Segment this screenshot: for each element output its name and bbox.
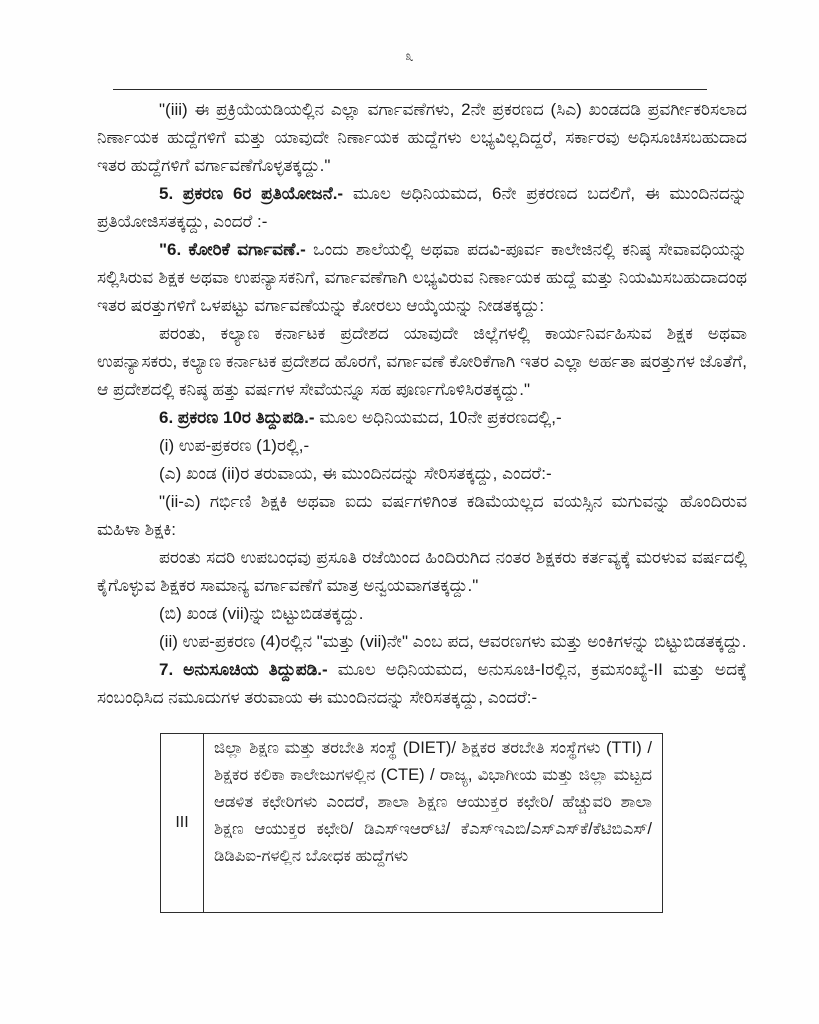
paragraph-clause-ii-a: [97, 488, 747, 544]
paragraph-text: (ii) ಉಪ-ಪ್ರಕರಣ (4)ರಲ್ಲಿನ "ಮತ್ತು (vii)ನೇ" ಎಂಬ ಪದ, ಆವರಣಗಳು ಮತ್ತು ಅಂಕಿಗಳನ್ನು ಬಿಟ್ಟುಬಿಡತಕ್ಕದ್ದು.: [159, 632, 747, 651]
paragraph-text: (ಬಿ) ಖಂಡ (vii)ನ್ನು ಬಿಟ್ಟುಬಿಡತಕ್ಕದ್ದು.: [159, 604, 364, 623]
paragraph-clause-iii: [97, 96, 747, 180]
header-rule: [113, 89, 707, 90]
table-row: [161, 734, 663, 913]
paragraph-text: "(ii-ಎ) ಗರ್ಭಿಣಿ ಶಿಕ್ಷಕಿ ಅಥವಾ ಐದು ವರ್ಷಗಳಿಗಿಂತ ಕಡಿಮೆಯಲ್ಲದ ವಯಸ್ಸಿನ ಮಗುವನ್ನು ಹೊಂದಿರುವ ಮಹಿಳಾ ಶಿಕ್ಷಕಿ:: [97, 492, 747, 539]
paragraph-proviso-kalyana-karnataka: [97, 320, 747, 404]
paragraph-item-ii: [97, 628, 747, 656]
section-6-heading: 6. ಪ್ರಕರಣ 10ರ ತಿದ್ದುಪಡಿ.-: [159, 408, 315, 427]
section-7-heading: 7. ಅನುಸೂಚಿಯ ತಿದ್ದುಪಡಿ.-: [159, 660, 328, 679]
paragraph-text: ಮೂಲ ಅಧಿನಿಯಮದ, ಅನುಸೂಚಿ-Iರಲ್ಲಿನ, ಕ್ರಮಸಂಖ್ಯೆ-II ಮತ್ತು ಅದಕ್ಕೆ ಸಂಬಂಧಿಸಿದ ನಮೂದುಗಳ ತರುವಾಯ ಈ ಮುಂದಿನದನ್ನು ಸೇರಿಸತಕ್ಕದ್ದು, ಎಂದರೆ:-: [97, 660, 747, 707]
paragraph-section-6: [97, 404, 747, 432]
paragraph-text: (i) ಉಪ-ಪ್ರಕರಣ (1)ರಲ್ಲಿ,-: [159, 436, 310, 455]
paragraph-text: ಮೂಲ ಅಧಿನಿಯಮದ, 10ನೇ ಪ್ರಕರಣದಲ್ಲಿ,-: [314, 408, 562, 427]
table-cell-description: ಜಿಲ್ಲಾ ಶಿಕ್ಷಣ ಮತ್ತು ತರಬೇತಿ ಸಂಸ್ಥೆ (DIET)/ ಶಿಕ್ಷಕರ ತರಬೇತಿ ಸಂಸ್ಥೆಗಳು (TTI) / ಶಿಕ್ಷಕರ ಕಲಿಕಾ ಕಾಲೇಜುಗಳಲ್ಲಿನ (CTE) / ರಾಜ್ಯ, ವಿಭಾಗೀಯ ಮತ್ತು ಜಿಲ್ಲಾ ಮಟ್ಟದ ಆಡಳಿತ ಕಛೇರಿಗಳು ಎಂದರೆ, ಶಾಲಾ ಶಿಕ್ಷಣ ಆಯುಕ್ತರ ಕಛೇರಿ/ ಹೆಚ್ಚುವರಿ ಶಾಲಾ ಶಿಕ್ಷಣ ಆಯುಕ್ತರ ಕಛೇರಿ/ ಡಿಎಸ್‌ಇಆರ್‌ಟಿ/ ಕೆಎಸ್‌ಇಎಬಿ/ಎಸ್‌ಎಸ್‌ಕೆ/ಕೆಟಿಬಿಎಸ್/ಡಿಡಿಪಿಐ-ಗಳಲ್ಲಿನ ಬೋಧಕ ಹುದ್ದೆಗಳು: [204, 734, 663, 913]
paragraph-item-b: [97, 600, 747, 628]
paragraph-clause-6-request-transfer: [97, 236, 747, 320]
paragraph-item-a: [97, 460, 747, 488]
paragraph-proviso-maternity: [97, 544, 747, 600]
paragraph-section-7: [97, 656, 747, 712]
section-5-heading: 5. ಪ್ರಕರಣ 6ರ ಪ್ರತಿಯೋಜನೆ.-: [159, 184, 344, 203]
paragraph-text: (ಎ) ಖಂಡ (ii)ರ ತರುವಾಯ, ಈ ಮುಂದಿನದನ್ನು ಸೇರಿಸತಕ್ಕದ್ದು, ಎಂದರೆ:-: [159, 464, 552, 483]
paragraph-text: "(iii) ಈ ಪ್ರಕ್ರಿಯೆಯಡಿಯಲ್ಲಿನ ಎಲ್ಲಾ ವರ್ಗಾವಣೆಗಳು, 2ನೇ ಪ್ರಕರಣದ (ಸಿಎ) ಖಂಡದಡಿ ಪ್ರವರ್ಗೀಕರಿಸಲಾದ ನಿರ್ಣಾಯಕ ಹುದ್ದೆಗಳಿಗೆ ಮತ್ತು ಯಾವುದೇ ನಿರ್ಣಾಯಕ ಹುದ್ದೆಗಳು ಲಭ್ಯವಿಲ್ಲದಿದ್ದರೆ, ಸರ್ಕಾರವು ಅಧಿಸೂಚಿಸಬಹುದಾದ ಇತರ ಹುದ್ದೆಗಳಿಗೆ ವರ್ಗಾವಣೆಗೊಳ್ಳತಕ್ಕದ್ದು.": [97, 100, 747, 175]
paragraph-item-i: [97, 432, 747, 460]
table-cell-serial: III: [161, 734, 204, 913]
paragraph-section-5: [97, 180, 747, 236]
document-content: [97, 96, 747, 913]
paragraph-text: ಮೂಲ ಅಧಿನಿಯಮದ, 6ನೇ ಪ್ರಕರಣದ ಬದಲಿಗೆ, ಈ ಮುಂದಿನದನ್ನು ಪ್ರತಿಯೋಜಿಸತಕ್ಕದ್ದು, ಎಂದರೆ :-: [97, 184, 748, 231]
paragraph-text: ಒಂದು ಶಾಲೆಯಲ್ಲಿ ಅಥವಾ ಪದವಿ-ಪೂರ್ವ ಕಾಲೇಜಿನಲ್ಲಿ ಕನಿಷ್ಠ ಸೇವಾವಧಿಯನ್ನು ಸಲ್ಲಿಸಿರುವ ಶಿಕ್ಷಕ ಅಥವಾ ಉಪನ್ಯಾಸಕನಿಗೆ, ವರ್ಗಾವಣೆಗಾಗಿ ಲಭ್ಯವಿರುವ ನಿರ್ಣಾಯಕ ಹುದ್ದೆ ಮತ್ತು ನಿಯಮಿಸಬಹುದಾದಂಥ ಇತರ ಷರತ್ತುಗಳಿಗೆ ಒಳಪಟ್ಟು ವರ್ಗಾವಣೆಯನ್ನು ಕೋರಲು ಆಯ್ಕೆಯನ್ನು ನೀಡತಕ್ಕದ್ದು:: [97, 240, 748, 315]
paragraph-text: ಪರಂತು, ಕಲ್ಯಾಣ ಕರ್ನಾಟಕ ಪ್ರದೇಶದ ಯಾವುದೇ ಜಿಲ್ಲೆಗಳಲ್ಲಿ ಕಾರ್ಯನಿರ್ವಹಿಸುವ ಶಿಕ್ಷಕ ಅಥವಾ ಉಪನ್ಯಾಸಕರು, ಕಲ್ಯಾಣ ಕರ್ನಾಟಕ ಪ್ರದೇಶದ ಹೊರಗೆ, ವರ್ಗಾವಣೆ ಕೋರಿಕೆಗಾಗಿ ಇತರ ಎಲ್ಲಾ ಅರ್ಹತಾ ಷರತ್ತುಗಳ ಜೊತೆಗೆ, ಆ ಪ್ರದೇಶದಲ್ಲಿ ಕನಿಷ್ಠ ಹತ್ತು ವರ್ಷಗಳ ಸೇವೆಯನ್ನೂ ಸಹ ಪೂರ್ಣಗೊಳಿಸಿರತಕ್ಕದ್ದು.": [97, 324, 747, 399]
clause-6-heading: "6. ಕೋರಿಕೆ ವರ್ಗಾವಣೆ.-: [159, 240, 306, 259]
page-number: ೩: [405, 48, 414, 65]
schedule-amendment-table: [160, 733, 663, 913]
paragraph-text: ಪರಂತು ಸದರಿ ಉಪಬಂಧವು ಪ್ರಸೂತಿ ರಜೆಯಿಂದ ಹಿಂದಿರುಗಿದ ನಂತರ ಶಿಕ್ಷಕರು ಕರ್ತವ್ಯಕ್ಕೆ ಮರಳುವ ವರ್ಷದಲ್ಲಿ ಕೈಗೊಳ್ಳುವ ಶಿಕ್ಷಕರ ಸಾಮಾನ್ಯ ವರ್ಗಾವಣೆಗೆ ಮಾತ್ರ ಅನ್ವಯವಾಗತಕ್ಕದ್ದು.": [97, 548, 747, 595]
